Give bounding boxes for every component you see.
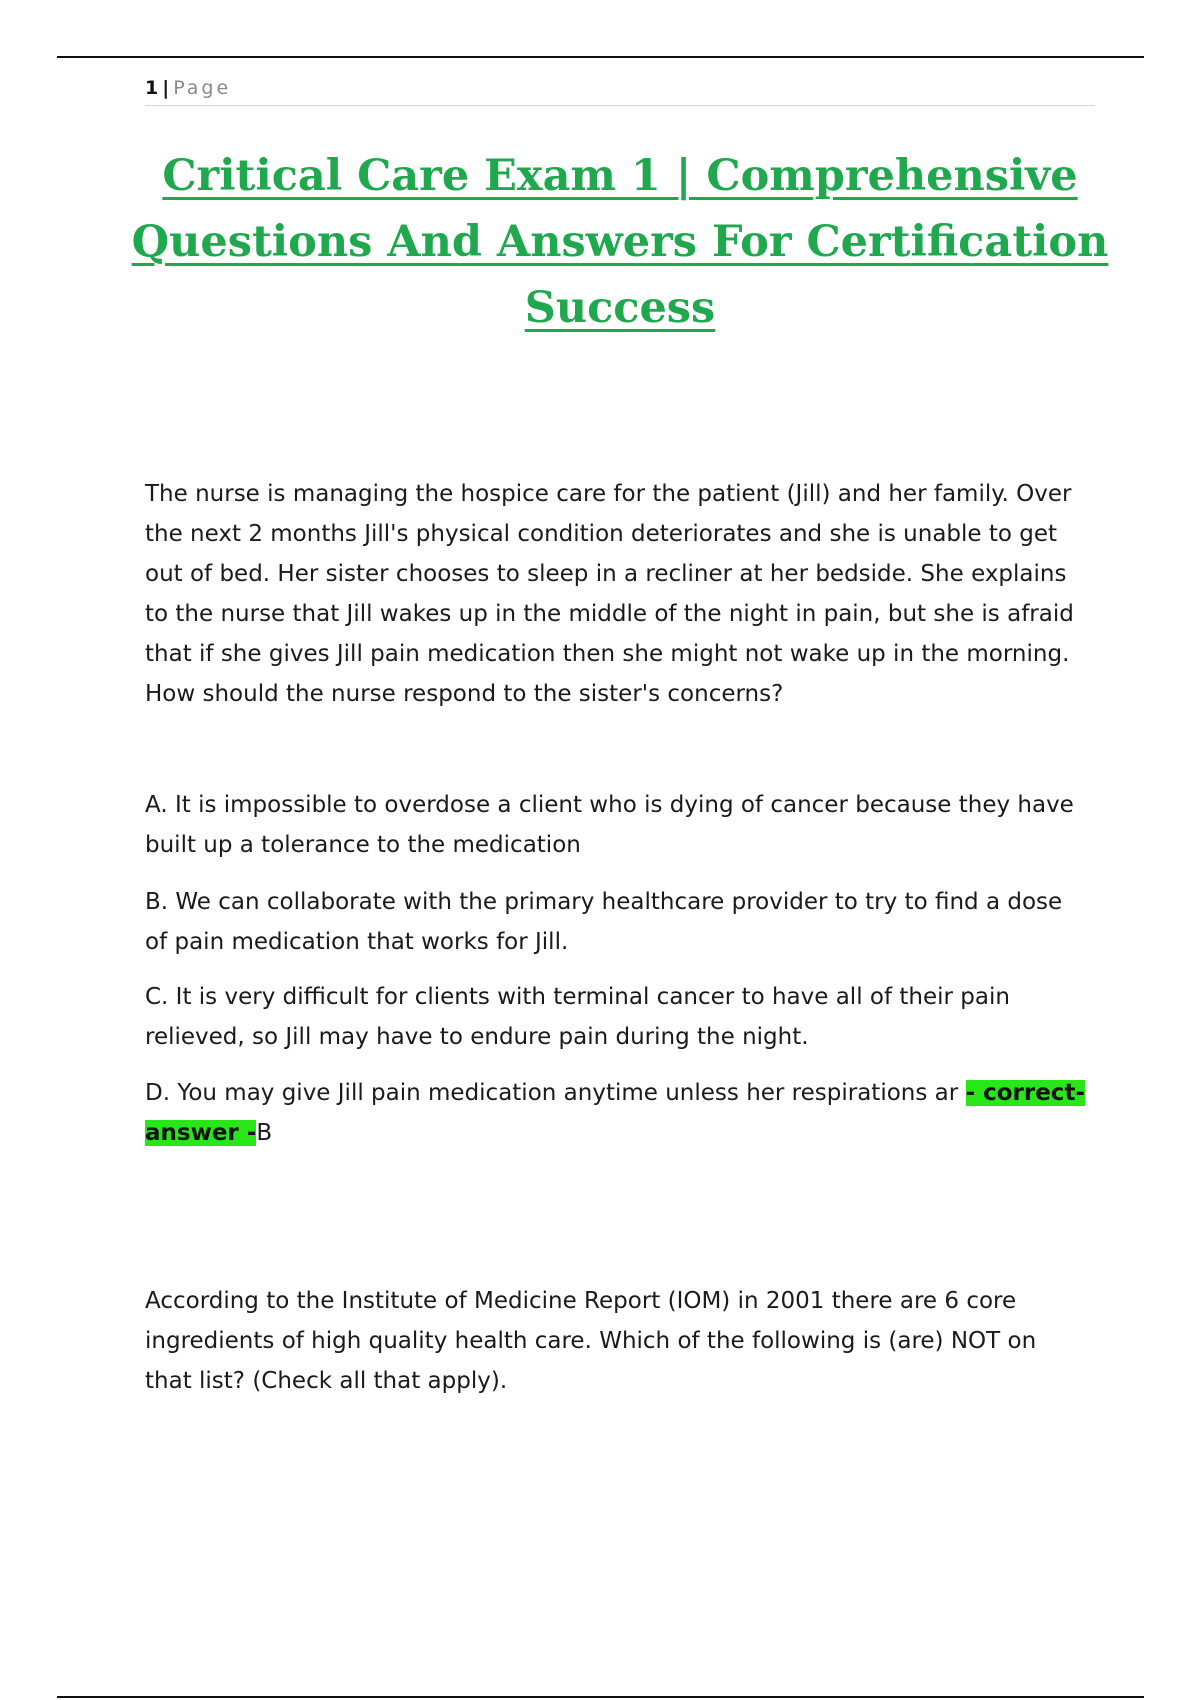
correct-answer-highlight: - correct-answer - [145,1080,1085,1146]
page-label: Page [173,77,232,99]
page-number: 1 [145,77,159,99]
bottom-rule [57,1696,1144,1698]
question-1-answer: B [256,1120,273,1146]
question-1-option-d [145,1073,1090,1153]
question-1-option-b: B. We can collaborate with the primary healthcare provider to try to find a dose of pain medication that works for Jill. [145,889,1063,955]
question-1-stem: The nurse is managing the hospice care for the patient (Jill) and her family. Over the next 2 months Jill's physical condition deteriorates and she is unable to get out of bed. Her sister chooses to sleep in a recliner at her bedside. She explains to the nurse that Jill wakes up in the middle of the night in pain, but she is afraid that if she gives Jill pain medication then she might not wake up in the morning. How should the nurse respond to the sister's concerns? [145,481,1074,707]
question-1-option-d-text: D. You may give Jill pain medication anytime unless her respirations ar [145,1080,966,1106]
question-2-stem: According to the Institute of Medicine Report (IOM) in 2001 there are 6 core ingredients of high quality health care. Which of the following is (are) NOT on that list? (Check all that apply). [145,1288,1037,1394]
question-1-option-a: A. It is impossible to overdose a client who is dying of cancer because they have built up a tolerance to the medication [145,792,1074,858]
question-1-option-c: C. It is very difficult for clients with terminal cancer to have all of their pain relieved, so Jill may have to endure pain during the night. [145,984,1010,1050]
page-header [145,75,1095,106]
page-separator: | [162,77,170,99]
top-rule [57,56,1144,58]
document-title: Critical Care Exam 1 | Comprehensive Questions And Answers For Certification Success [131,151,1109,333]
